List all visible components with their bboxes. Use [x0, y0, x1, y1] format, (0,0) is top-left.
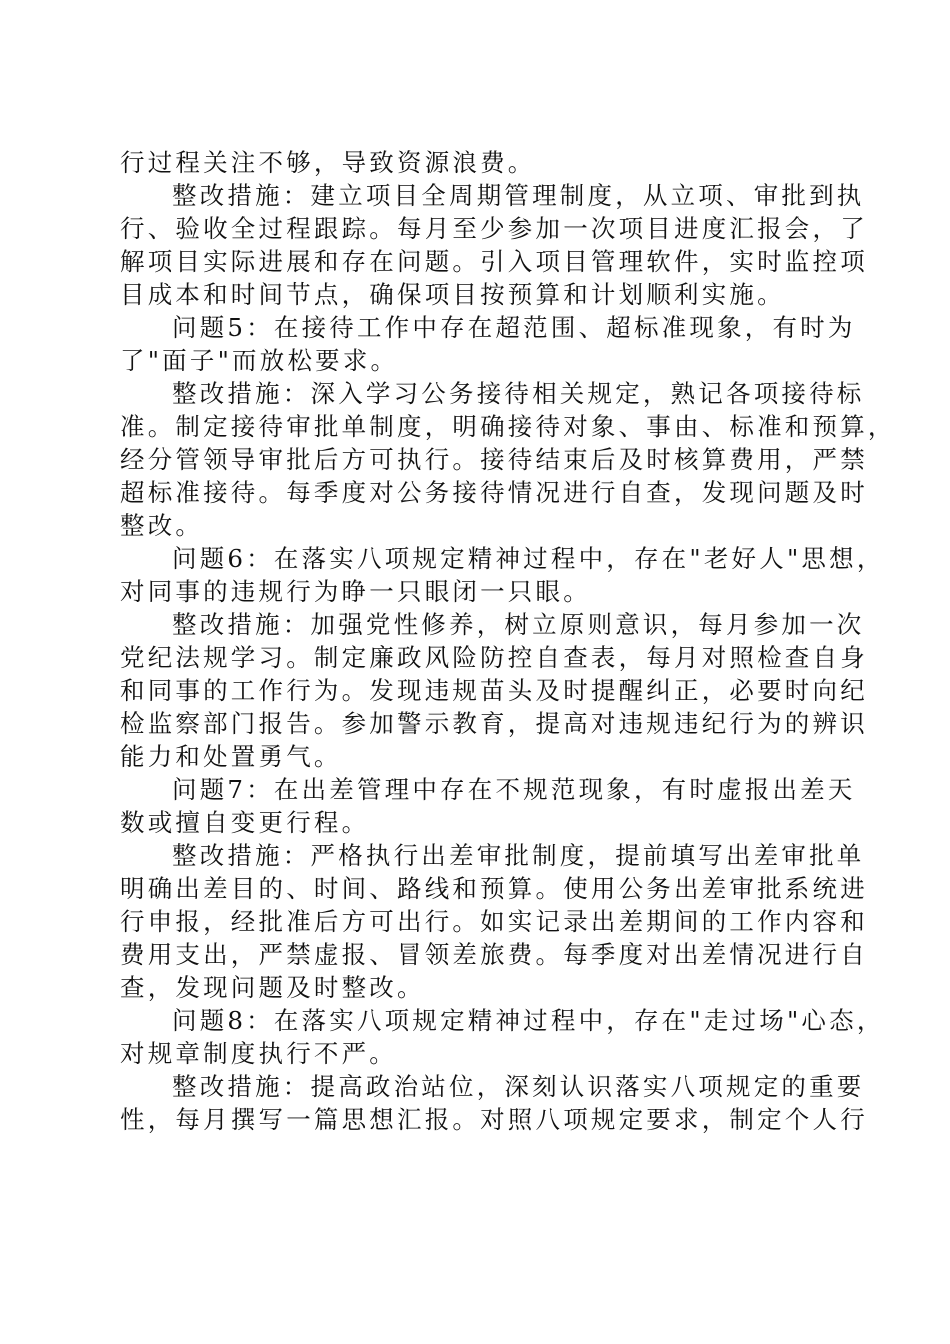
text-line: 行、验收全过程跟踪。每月至少参加一次项目进度汇报会，了	[120, 214, 868, 243]
text-line: 问题7：在出差管理中存在不规范现象，有时虚报出差天	[172, 775, 856, 804]
text-line: 经分管领导审批后方可执行。接待结束后及时核算费用，严禁	[120, 445, 868, 474]
text-line: 超标准接待。每季度对公务接待情况进行自查，发现问题及时	[120, 478, 868, 507]
text-line: 费用支出，严禁虚报、冒领差旅费。每季度对出差情况进行自	[120, 940, 868, 969]
text-line: 整改措施：严格执行出差审批制度，提前填写出差审批单	[172, 841, 865, 870]
text-line: 明确出差目的、时间、路线和预算。使用公务出差审批系统进	[120, 874, 868, 903]
text-line: 准。制定接待审批单制度，明确接待对象、事由、标准和预算，	[120, 412, 896, 441]
text-line: 党纪法规学习。制定廉政风险防控自查表，每月对照检查自身	[120, 643, 868, 672]
text-line: 和同事的工作行为。发现违规苗头及时提醒纠正，必要时向纪	[120, 676, 868, 705]
text-line: 行过程关注不够，导致资源浪费。	[120, 148, 536, 177]
text-line: 数或擅自变更行程。	[120, 808, 370, 837]
text-line: 问题5：在接待工作中存在超范围、超标准现象，有时为	[172, 313, 856, 342]
text-line: 了"面子"而放松要求。	[120, 346, 399, 375]
text-line: 对规章制度执行不严。	[120, 1039, 397, 1068]
text-line: 目成本和时间节点，确保项目按预算和计划顺利实施。	[120, 280, 785, 309]
text-line: 解项目实际进展和存在问题。引入项目管理软件，实时监控项	[120, 247, 868, 276]
text-line: 查，发现问题及时整改。	[120, 973, 425, 1002]
text-line: 整改。	[120, 511, 204, 540]
text-line: 整改措施：建立项目全周期管理制度，从立项、审批到执	[172, 181, 865, 210]
text-line: 检监察部门报告。参加警示教育，提高对违规违纪行为的辨识	[120, 709, 868, 738]
text-line: 对同事的违规行为睁一只眼闭一只眼。	[120, 577, 591, 606]
text-line: 整改措施：加强党性修养，树立原则意识，每月参加一次	[172, 610, 865, 639]
text-line: 性，每月撰写一篇思想汇报。对照八项规定要求，制定个人行	[120, 1105, 868, 1134]
text-line: 整改措施：提高政治站位，深刻认识落实八项规定的重要	[172, 1072, 865, 1101]
text-line: 能力和处置勇气。	[120, 742, 342, 771]
text-line: 问题6：在落实八项规定精神过程中，存在"老好人"思想，	[172, 544, 885, 573]
text-line: 问题8：在落实八项规定精神过程中，存在"走过场"心态，	[172, 1006, 885, 1035]
document-body	[120, 146, 896, 1136]
text-line: 行申报，经批准后方可出行。如实记录出差期间的工作内容和	[120, 907, 868, 936]
text-line: 整改措施：深入学习公务接待相关规定，熟记各项接待标	[172, 379, 865, 408]
